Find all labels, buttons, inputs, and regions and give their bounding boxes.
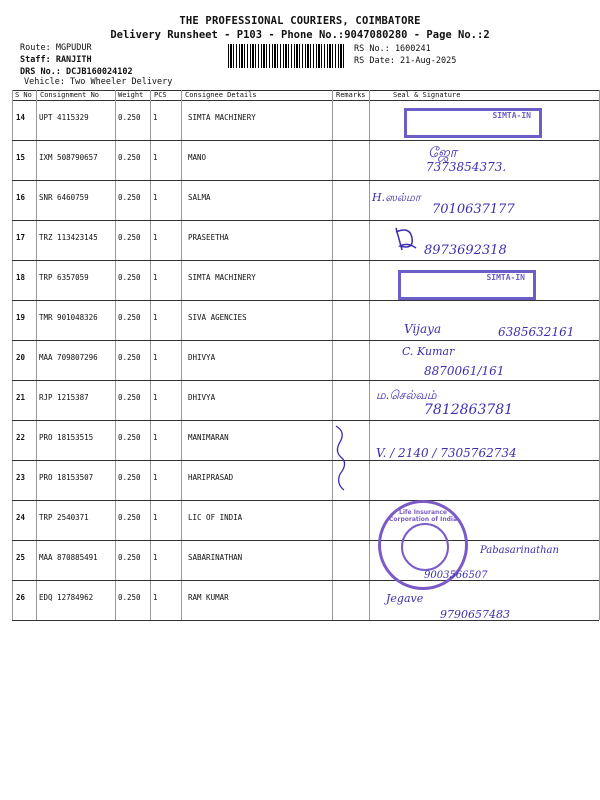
table-top-border bbox=[12, 90, 599, 91]
seal-inner-ring bbox=[401, 523, 449, 571]
consignment-cell: MAA 870885491 bbox=[39, 553, 98, 562]
table-row bbox=[12, 340, 599, 380]
table-row bbox=[12, 460, 599, 500]
consignee-cell: PRASEETHA bbox=[188, 233, 229, 242]
company-stamp bbox=[404, 108, 542, 138]
brace-scribble-icon bbox=[332, 422, 352, 494]
runsheet-title: THE PROFESSIONAL COURIERS, COIMBATORE bbox=[179, 15, 421, 27]
consignee-cell: SALMA bbox=[188, 193, 211, 202]
handwritten-phone: 9003566507 bbox=[424, 570, 488, 581]
consignee-cell: DHIVYA bbox=[188, 393, 216, 402]
col-header-seal-signature: Seal & Signature bbox=[393, 91, 461, 99]
col-header-remarks: Remarks bbox=[336, 91, 366, 99]
table-row bbox=[12, 580, 599, 620]
weight-cell: 0.250 bbox=[118, 273, 141, 282]
consignment-cell: MAA 709807296 bbox=[39, 353, 98, 362]
col-header-sno: S No bbox=[15, 91, 32, 99]
col-header-pcs: PCS bbox=[154, 91, 167, 99]
consignee-cell: DHIVYA bbox=[188, 353, 216, 362]
drs-number: DRS No.: DCJB160024102 bbox=[20, 67, 133, 77]
runsheet-subtitle: Delivery Runsheet - P103 - Phone No.:9047080280 - Page No.:2 bbox=[110, 29, 490, 41]
weight-cell: 0.250 bbox=[118, 113, 141, 122]
signature-mark: Pabasarinathan bbox=[480, 545, 559, 556]
table-row bbox=[12, 220, 599, 260]
sno-cell: 17 bbox=[16, 233, 26, 242]
sno-cell: 21 bbox=[16, 393, 26, 402]
consignee-cell: MANO bbox=[188, 153, 207, 162]
rs-date: RS Date: 21-Aug-2025 bbox=[354, 56, 457, 66]
weight-cell: 0.250 bbox=[118, 553, 141, 562]
sno-cell: 26 bbox=[16, 593, 26, 602]
signature-mark: ம.செல்வம் bbox=[376, 388, 437, 402]
pcs-cell: 1 bbox=[153, 233, 158, 242]
pcs-cell: 1 bbox=[153, 433, 158, 442]
stamp-text: SIMTA-IN bbox=[486, 273, 525, 282]
consignee-cell: SIMTA MACHINERY bbox=[188, 113, 256, 122]
handwritten-phone: 7010637177 bbox=[432, 202, 515, 217]
sno-cell: 25 bbox=[16, 553, 26, 562]
consignment-cell: TRP 6357059 bbox=[39, 273, 89, 282]
consignee-cell: MANIMARAN bbox=[188, 433, 229, 442]
col-header-consignment: Consignment No bbox=[40, 91, 100, 99]
handwritten-phone: 8973692318 bbox=[424, 243, 507, 258]
table-row bbox=[12, 140, 599, 180]
sno-cell: 22 bbox=[16, 433, 26, 442]
handwritten-phone: 7373854373. bbox=[426, 160, 507, 174]
pcs-cell: 1 bbox=[153, 473, 158, 482]
sno-cell: 19 bbox=[16, 313, 26, 322]
consignment-cell: SNR 6460759 bbox=[39, 193, 89, 202]
signature-mark: C. Kumar bbox=[402, 345, 455, 358]
weight-cell: 0.250 bbox=[118, 393, 141, 402]
stamp-text: SIMTA-IN bbox=[492, 111, 531, 120]
pcs-cell: 1 bbox=[153, 393, 158, 402]
signature-mark: Jegave bbox=[386, 592, 424, 605]
pcs-cell: 1 bbox=[153, 113, 158, 122]
sno-cell: 14 bbox=[16, 113, 26, 122]
weight-cell: 0.250 bbox=[118, 473, 141, 482]
sno-cell: 15 bbox=[16, 153, 26, 162]
weight-cell: 0.250 bbox=[118, 593, 141, 602]
pcs-cell: 1 bbox=[153, 273, 158, 282]
consignment-cell: RJP 1215387 bbox=[39, 393, 89, 402]
sno-cell: 24 bbox=[16, 513, 26, 522]
consignment-cell: IXM 508790657 bbox=[39, 153, 98, 162]
consignee-cell: SIVA AGENCIES bbox=[188, 313, 247, 322]
signature-mark: ஜோ bbox=[428, 145, 457, 161]
consignee-cell: SABARINATHAN bbox=[188, 553, 243, 562]
table-row bbox=[12, 500, 599, 540]
weight-cell: 0.250 bbox=[118, 233, 141, 242]
weight-cell: 0.250 bbox=[118, 433, 141, 442]
consignment-cell: TMR 901048326 bbox=[39, 313, 98, 322]
consignment-cell: EDQ 12784962 bbox=[39, 593, 94, 602]
signature-mark: Vijaya bbox=[404, 322, 442, 336]
pcs-cell: 1 bbox=[153, 593, 158, 602]
handwritten-signature: V. / 2140 / 7305762734 bbox=[376, 446, 517, 460]
consignee-cell: LIC OF INDIA bbox=[188, 513, 243, 522]
consignment-cell: PRO 18153507 bbox=[39, 473, 94, 482]
rs-number: RS No.: 1600241 bbox=[354, 44, 431, 54]
barcode bbox=[228, 44, 346, 68]
vehicle: Vehicle: Two Wheeler Delivery bbox=[24, 77, 173, 87]
staff: Staff: RANJITH bbox=[20, 55, 92, 65]
consignment-cell: TRZ 113423145 bbox=[39, 233, 98, 242]
col-header-consignee: Consignee Details bbox=[185, 91, 257, 99]
pcs-cell: 1 bbox=[153, 513, 158, 522]
route: Route: MGPUDUR bbox=[20, 43, 92, 53]
table-bottom-border bbox=[12, 620, 599, 621]
sno-cell: 23 bbox=[16, 473, 26, 482]
signature-scribble-icon bbox=[392, 224, 418, 254]
weight-cell: 0.250 bbox=[118, 153, 141, 162]
weight-cell: 0.250 bbox=[118, 193, 141, 202]
col-header-weight: Weight bbox=[118, 91, 144, 99]
consignment-cell: PRO 18153515 bbox=[39, 433, 94, 442]
consignee-cell: SIMTA MACHINERY bbox=[188, 273, 256, 282]
pcs-cell: 1 bbox=[153, 313, 158, 322]
company-stamp bbox=[398, 270, 536, 300]
consignment-cell: TRP 2540371 bbox=[39, 513, 89, 522]
handwritten-phone: 7812863781 bbox=[424, 402, 514, 418]
seal-text: Life Insurance Corporation of India bbox=[388, 509, 458, 523]
pcs-cell: 1 bbox=[153, 553, 158, 562]
weight-cell: 0.250 bbox=[118, 353, 141, 362]
sno-cell: 16 bbox=[16, 193, 26, 202]
handwritten-phone: 8870061/161 bbox=[424, 364, 505, 378]
consignee-cell: RAM KUMAR bbox=[188, 593, 229, 602]
pcs-cell: 1 bbox=[153, 353, 158, 362]
signature-mark: H.ஸல்மா bbox=[372, 191, 421, 204]
weight-cell: 0.250 bbox=[118, 313, 141, 322]
handwritten-phone: 6385632161 bbox=[498, 325, 575, 339]
consignee-cell: HARIPRASAD bbox=[188, 473, 234, 482]
consignment-cell: UPT 4115329 bbox=[39, 113, 89, 122]
handwritten-phone: 9790657483 bbox=[440, 608, 510, 621]
weight-cell: 0.250 bbox=[118, 513, 141, 522]
sno-cell: 20 bbox=[16, 353, 26, 362]
pcs-cell: 1 bbox=[153, 153, 158, 162]
pcs-cell: 1 bbox=[153, 193, 158, 202]
sno-cell: 18 bbox=[16, 273, 26, 282]
